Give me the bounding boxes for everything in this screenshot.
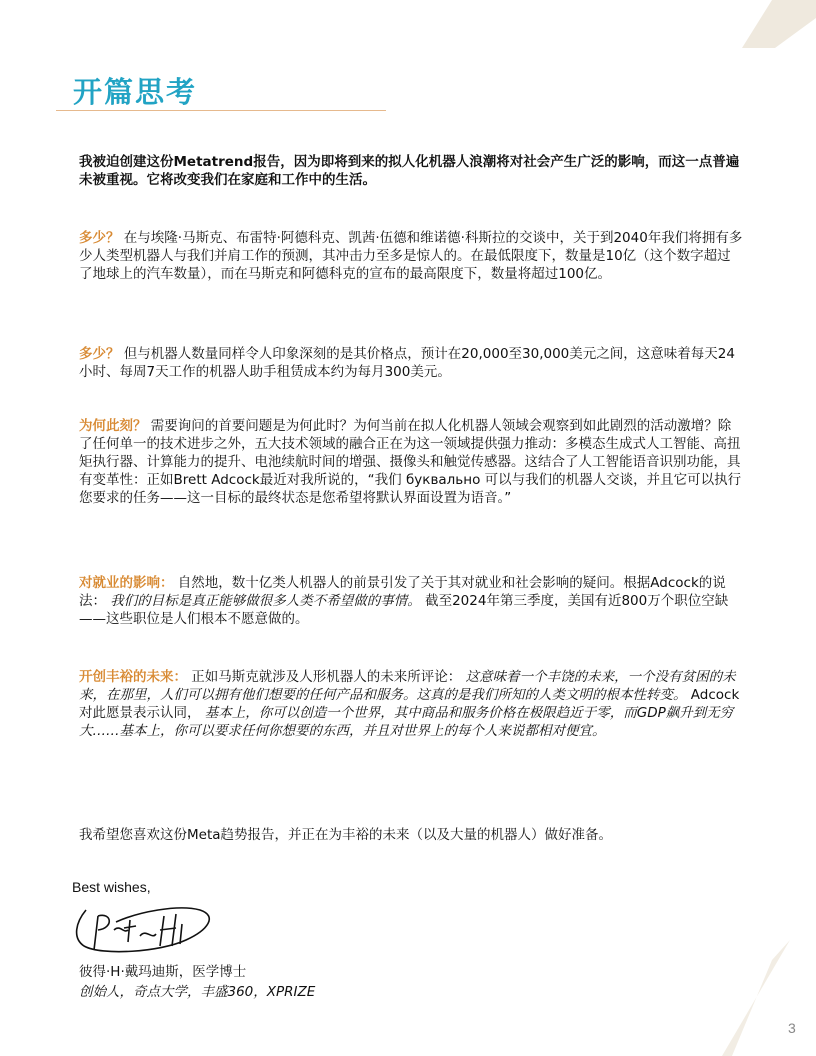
section-body: 正如马斯克就涉及人形机器人的未来所评论： xyxy=(191,669,462,685)
intro-paragraph: 我被迫创建这份Metatrend报告，因为即将到来的拟人化机器人浪潮将对社会产生广泛的影响，而这一点普遍未被重视。它将改变我们在家庭和工作中的生活。 xyxy=(79,154,740,188)
section-abundance xyxy=(79,668,743,740)
section-heading: 多少？ xyxy=(79,346,120,362)
section-jobs xyxy=(79,574,743,628)
section-tail: 截至2024年第三季度，美国有近800万个职位空缺——这些职位是人们根本不愿意做的。 xyxy=(79,593,729,627)
closing-line: 我希望您喜欢这份Meta趋势报告，并正在为丰裕的未来（以及大量的机器人）做好准备。 xyxy=(79,827,613,843)
section-body: 自然地，数十亿类人机器人的前景引发了关于其对就业和社会影响的疑问。根据Adcock的说法： xyxy=(79,575,726,609)
section-body: 但与机器人数量同样令人印象深刻的是其价格点，预计在20,000至30,000美元之间，这意味着每天24小时、每周7天工作的机器人助手租赁成本约为每月300美元。 xyxy=(79,346,735,380)
section-body: 在与埃隆·马斯克、布雷特·阿德科克、凯茜·伍德和维诺德·科斯拉的交谈中，关于到2040年我们将拥有多少人类型机器人与我们并肩工作的预测，其冲击力至多是惊人的。在最低限度下，数量是10亿（这个数字超过了地球上的汽车数量），而在马斯克和阿德科克的宣布的最高限度下，数量将超过100亿。 xyxy=(79,230,743,282)
section-heading: 开创丰裕的未来： xyxy=(79,669,187,685)
section-how-many xyxy=(79,229,743,283)
signer-name: 彼得·H·戴玛迪斯，医学博士 xyxy=(79,964,247,980)
section-quote: 这意味着一个丰饶的未来，一个没有贫困的未来，在那里，人们可以拥有他们想要的任何产品和服务。这真的是我们所知的人类文明的根本性转变。 xyxy=(79,669,736,703)
section-heading: 对就业的影响： xyxy=(79,575,174,591)
section-heading: 多少？ xyxy=(79,230,120,246)
section-quote: 我们的目标是真正能够做很多人类不希望做的事情。 xyxy=(110,593,421,609)
section-price xyxy=(79,345,743,381)
greeting: Best wishes, xyxy=(72,879,151,895)
section-mid: Adcock对此愿景表示认同， xyxy=(79,687,740,721)
signer-role: 创始人，奇点大学，丰盛360，XPRIZE xyxy=(79,984,316,1000)
section-body: 需要询问的首要问题是为何此时？为何当前在拟人化机器人领域会观察到如此剧烈的活动激增？除了任何单一的技术进步之外，五大技术领域的融合正在为这一领域提供强力推动：多模态生成式人工智能、高扭矩执行器、计算能力的提升、电池续航时间的增强、摄像头和触觉传感器。这结合了人工智能语音识别功能，具有变革性：正如Brett Adcock最近对我所说的，“我们 буквально 可以与我们的机器人交谈，并且它可以执行您要求的任务——这一目标的最终状态是您希望将默认界面设置为语音。” xyxy=(79,418,742,506)
section-quote-2: 基本上，你可以创造一个世界，其中商品和服务价格在极限趋近于零，而GDP飙升到无穷大……基本上，你可以要求任何你想要的东西，并且对世界上的每个人来说都相对便宜。 xyxy=(79,705,734,739)
page-title: 开篇思考 xyxy=(73,75,198,109)
section-why-now xyxy=(79,417,743,507)
section-heading: 为何此刻？ xyxy=(79,418,147,434)
handwritten-signature xyxy=(68,900,228,962)
title-underline xyxy=(56,110,386,111)
page-number: 3 xyxy=(788,1020,796,1036)
